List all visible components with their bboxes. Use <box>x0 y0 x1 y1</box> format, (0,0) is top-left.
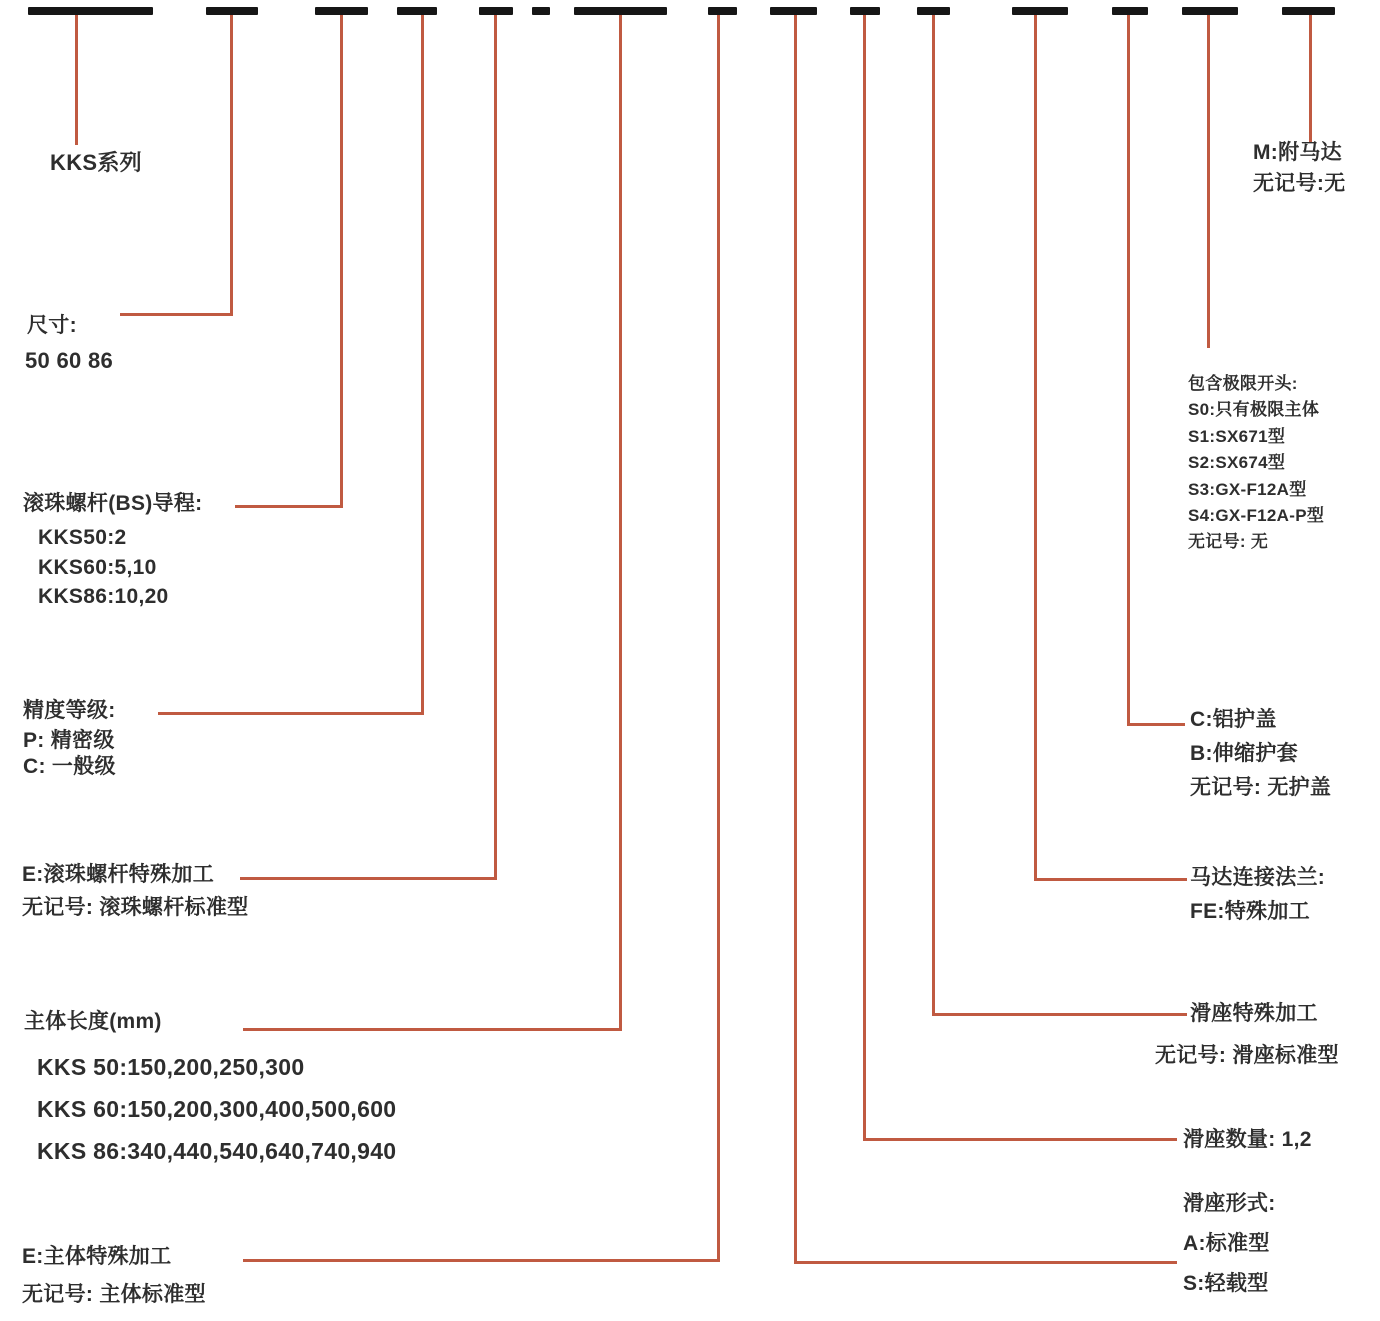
dash-separator-bar <box>532 7 550 15</box>
body-special-e: E:主体特殊加工 <box>22 1245 172 1268</box>
screw-special-connector-horizontal <box>240 877 497 880</box>
accuracy-connector-horizontal <box>158 712 424 715</box>
limit-s2: S2:SX674型 <box>1188 453 1286 472</box>
cover-connector-horizontal <box>1127 723 1185 726</box>
limit-s1: S1:SX671型 <box>1188 427 1286 446</box>
lead-title: 滚珠螺杆(BS)导程: <box>23 492 203 515</box>
lead-bar <box>315 7 368 15</box>
limit-switch-bar <box>1182 7 1238 15</box>
body-length-bar <box>574 7 667 15</box>
accuracy-p: P: 精密级 <box>23 729 115 752</box>
cover-connector-vertical <box>1127 15 1130 726</box>
body-length-title: 主体长度(mm) <box>24 1010 162 1033</box>
flange-title: 马达连接法兰: <box>1190 866 1326 889</box>
motor-bar <box>1282 7 1335 15</box>
slider-special-connector-horizontal <box>932 1013 1187 1016</box>
accuracy-connector-vertical <box>421 15 424 715</box>
slider-qty: 滑座数量: 1,2 <box>1183 1128 1312 1151</box>
screw-special-none: 无记号: 滚珠螺杆标准型 <box>22 896 249 919</box>
body-special-bar <box>708 7 737 15</box>
slider-form-connector-vertical <box>794 15 797 1264</box>
slider-special-title: 滑座特殊加工 <box>1190 1002 1318 1025</box>
series-title: KKS系列 <box>50 150 142 175</box>
size-connector-horizontal <box>120 313 233 316</box>
size-connector-vertical <box>230 15 233 316</box>
motor-connector-vertical <box>1309 15 1312 143</box>
slider-form-connector-horizontal <box>794 1261 1177 1264</box>
screw-special-bar <box>479 7 513 15</box>
cover-none: 无记号: 无护盖 <box>1190 776 1332 799</box>
slider-form-s: S:轻载型 <box>1183 1272 1269 1295</box>
accuracy-c: C: 一般级 <box>23 755 116 778</box>
cover-b: B:伸缩护套 <box>1190 742 1298 765</box>
accuracy-title: 精度等级: <box>23 699 116 722</box>
flange-fe: FE:特殊加工 <box>1190 900 1310 923</box>
accuracy-bar <box>397 7 437 15</box>
limit-s4: S4:GX-F12A-P型 <box>1188 506 1325 525</box>
body-length-kks50: KKS 50:150,200,250,300 <box>37 1054 305 1080</box>
slider-special-connector-vertical <box>932 15 935 1016</box>
slider-qty-bar <box>850 7 880 15</box>
slider-special-none: 无记号: 滑座标准型 <box>1155 1044 1339 1067</box>
screw-special-e: E:滚珠螺杆特殊加工 <box>22 863 214 886</box>
motor-none: 无记号:无 <box>1253 172 1346 195</box>
lead-kks86: KKS86:10,20 <box>38 585 169 608</box>
body-length-kks86: KKS 86:340,440,540,640,740,940 <box>37 1138 397 1164</box>
lead-kks50: KKS50:2 <box>38 526 127 549</box>
lead-connector-horizontal <box>235 505 343 508</box>
slider-qty-connector-horizontal <box>863 1138 1177 1141</box>
cover-c: C:铝护盖 <box>1190 708 1277 731</box>
lead-kks60: KKS60:5,10 <box>38 556 157 579</box>
limit-title: 包含极限开头: <box>1188 374 1298 393</box>
series-connector-vertical <box>75 15 78 145</box>
limit-s3: S3:GX-F12A型 <box>1188 480 1307 499</box>
screw-special-connector-vertical <box>494 15 497 880</box>
slider-form-a: A:标准型 <box>1183 1232 1270 1255</box>
cover-bar <box>1112 7 1148 15</box>
size-title: 尺寸: <box>27 314 77 337</box>
size-bar <box>206 7 258 15</box>
slider-special-bar <box>917 7 950 15</box>
body-length-kks60: KKS 60:150,200,300,400,500,600 <box>37 1096 397 1122</box>
series-bar <box>28 7 153 15</box>
limit-switch-connector-vertical <box>1207 15 1210 348</box>
motor-flange-bar <box>1012 7 1068 15</box>
lead-connector-vertical <box>340 15 343 508</box>
body-length-connector-vertical <box>619 15 622 1031</box>
motor-m: M:附马达 <box>1253 141 1342 164</box>
motor-flange-connector-vertical <box>1034 15 1037 881</box>
motor-flange-connector-horizontal <box>1034 878 1187 881</box>
size-values: 50 60 86 <box>25 348 114 373</box>
limit-none: 无记号: 无 <box>1188 532 1269 551</box>
body-special-connector-horizontal <box>243 1259 720 1262</box>
body-length-connector-horizontal <box>243 1028 622 1031</box>
body-special-connector-vertical <box>717 15 720 1262</box>
slider-form-bar <box>770 7 817 15</box>
slider-qty-connector-vertical <box>863 15 866 1141</box>
body-special-none: 无记号: 主体标准型 <box>22 1283 206 1306</box>
slider-form-title: 滑座形式: <box>1183 1192 1276 1215</box>
limit-s0: S0:只有极限主体 <box>1188 400 1320 419</box>
